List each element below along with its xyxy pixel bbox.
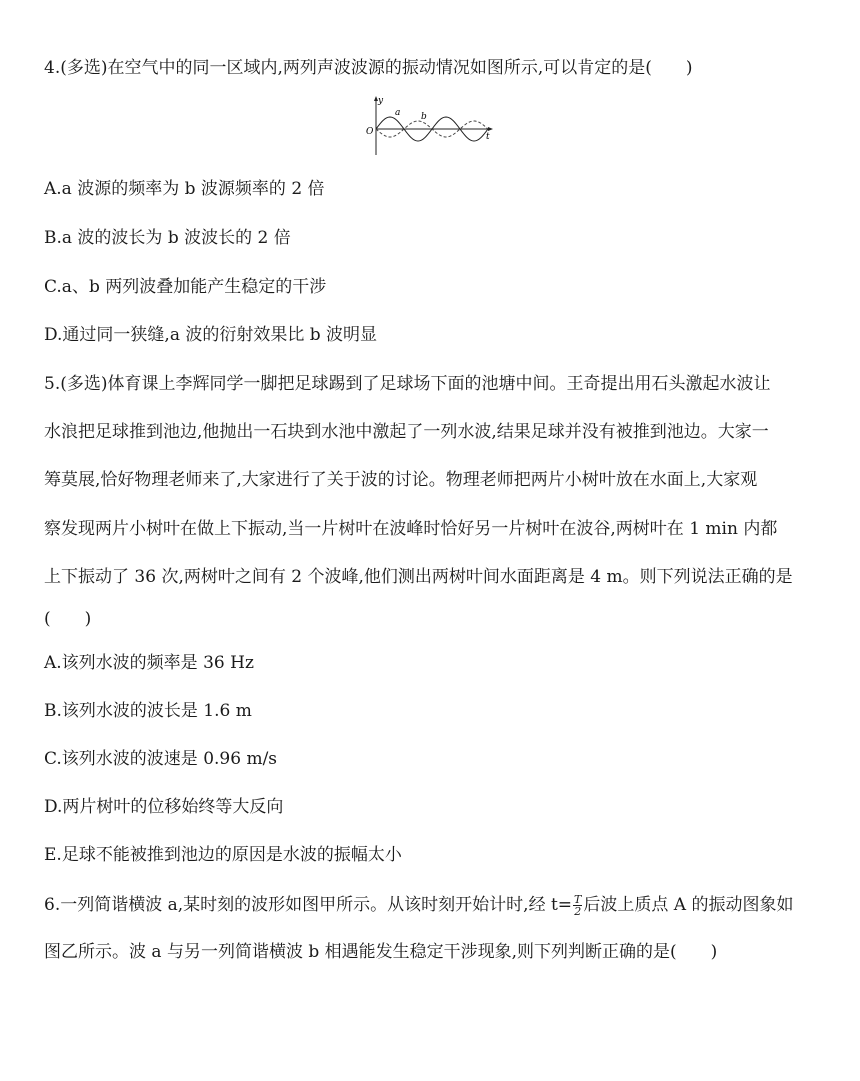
q5-stem-line-4: 察发现两片小树叶在做上下振动,当一片树叶在波峰时恰好另一片树叶在波谷,两树叶在 1 min 内都 — [44, 519, 778, 539]
q5-option-e: E.足球不能被推到池边的原因是水波的振幅太小 — [44, 845, 402, 865]
t-axis-label: t — [486, 132, 490, 142]
q5-stem-line-1: 5.(多选)体育课上李辉同学一脚把足球踢到了足球场下面的池塘中间。王奇提出用石头激起水波让 — [44, 374, 771, 394]
q5-stem-line-2: 水浪把足球推到池边,他抛出一石块到水池中激起了一列水波,结果足球并没有被推到池边。大家一 — [44, 422, 769, 442]
q6-stem-part-1: 6.一列简谐横波 a,某时刻的波形如图甲所示。从该时刻开始计时,经 t= — [44, 895, 573, 915]
t-fraction-denominator: 2 — [574, 905, 582, 918]
q4-option-b: B.a 波的波长为 b 波波长的 2 倍 — [44, 228, 291, 248]
q5-option-d: D.两片树叶的位移始终等大反向 — [44, 797, 284, 817]
q6-stem-line-1 — [44, 893, 793, 917]
wave-b-label: b — [421, 112, 427, 122]
q4-option-d: D.通过同一狭缝,a 波的衍射效果比 b 波明显 — [44, 325, 378, 345]
q6-stem-line-2: 图乙所示。波 a 与另一列简谐横波 b 相遇能发生稳定干涉现象,则下列判断正确的是( ) — [44, 942, 718, 962]
q5-option-b: B.该列水波的波长是 1.6 m — [44, 701, 252, 721]
q6-stem-part-2: 后波上质点 A 的振动图象如 — [583, 895, 794, 915]
q4-option-a: A.a 波源的频率为 b 波源频率的 2 倍 — [44, 179, 325, 199]
wave-a-label: a — [395, 108, 401, 118]
q5-stem-line-6: ( ) — [44, 609, 92, 629]
q5-option-c: C.该列水波的波速是 0.96 m/s — [44, 749, 278, 769]
q4-stem: 4.(多选)在空气中的同一区域内,两列声波波源的振动情况如图所示,可以肯定的是( ) — [44, 58, 693, 78]
origin-label: O — [366, 127, 374, 137]
q5-option-a: A.该列水波的频率是 36 Hz — [44, 653, 254, 673]
q4-wave-figure — [364, 95, 494, 157]
wave-graph — [364, 95, 494, 157]
t-fraction — [573, 894, 582, 917]
t-axis-arrow — [488, 127, 493, 131]
q5-stem-line-3: 筹莫展,恰好物理老师来了,大家进行了关于波的讨论。物理老师把两片小树叶放在水面上,大家观 — [44, 470, 758, 490]
q4-option-c: C.a、b 两列波叠加能产生稳定的干涉 — [44, 277, 327, 297]
q5-stem-line-5: 上下振动了 36 次,两树叶之间有 2 个波峰,他们测出两树叶间水面距离是 4 m。则下列说法正确的是 — [44, 567, 793, 587]
y-axis-label: y — [378, 96, 384, 106]
t-fraction-numerator: T — [574, 893, 582, 906]
